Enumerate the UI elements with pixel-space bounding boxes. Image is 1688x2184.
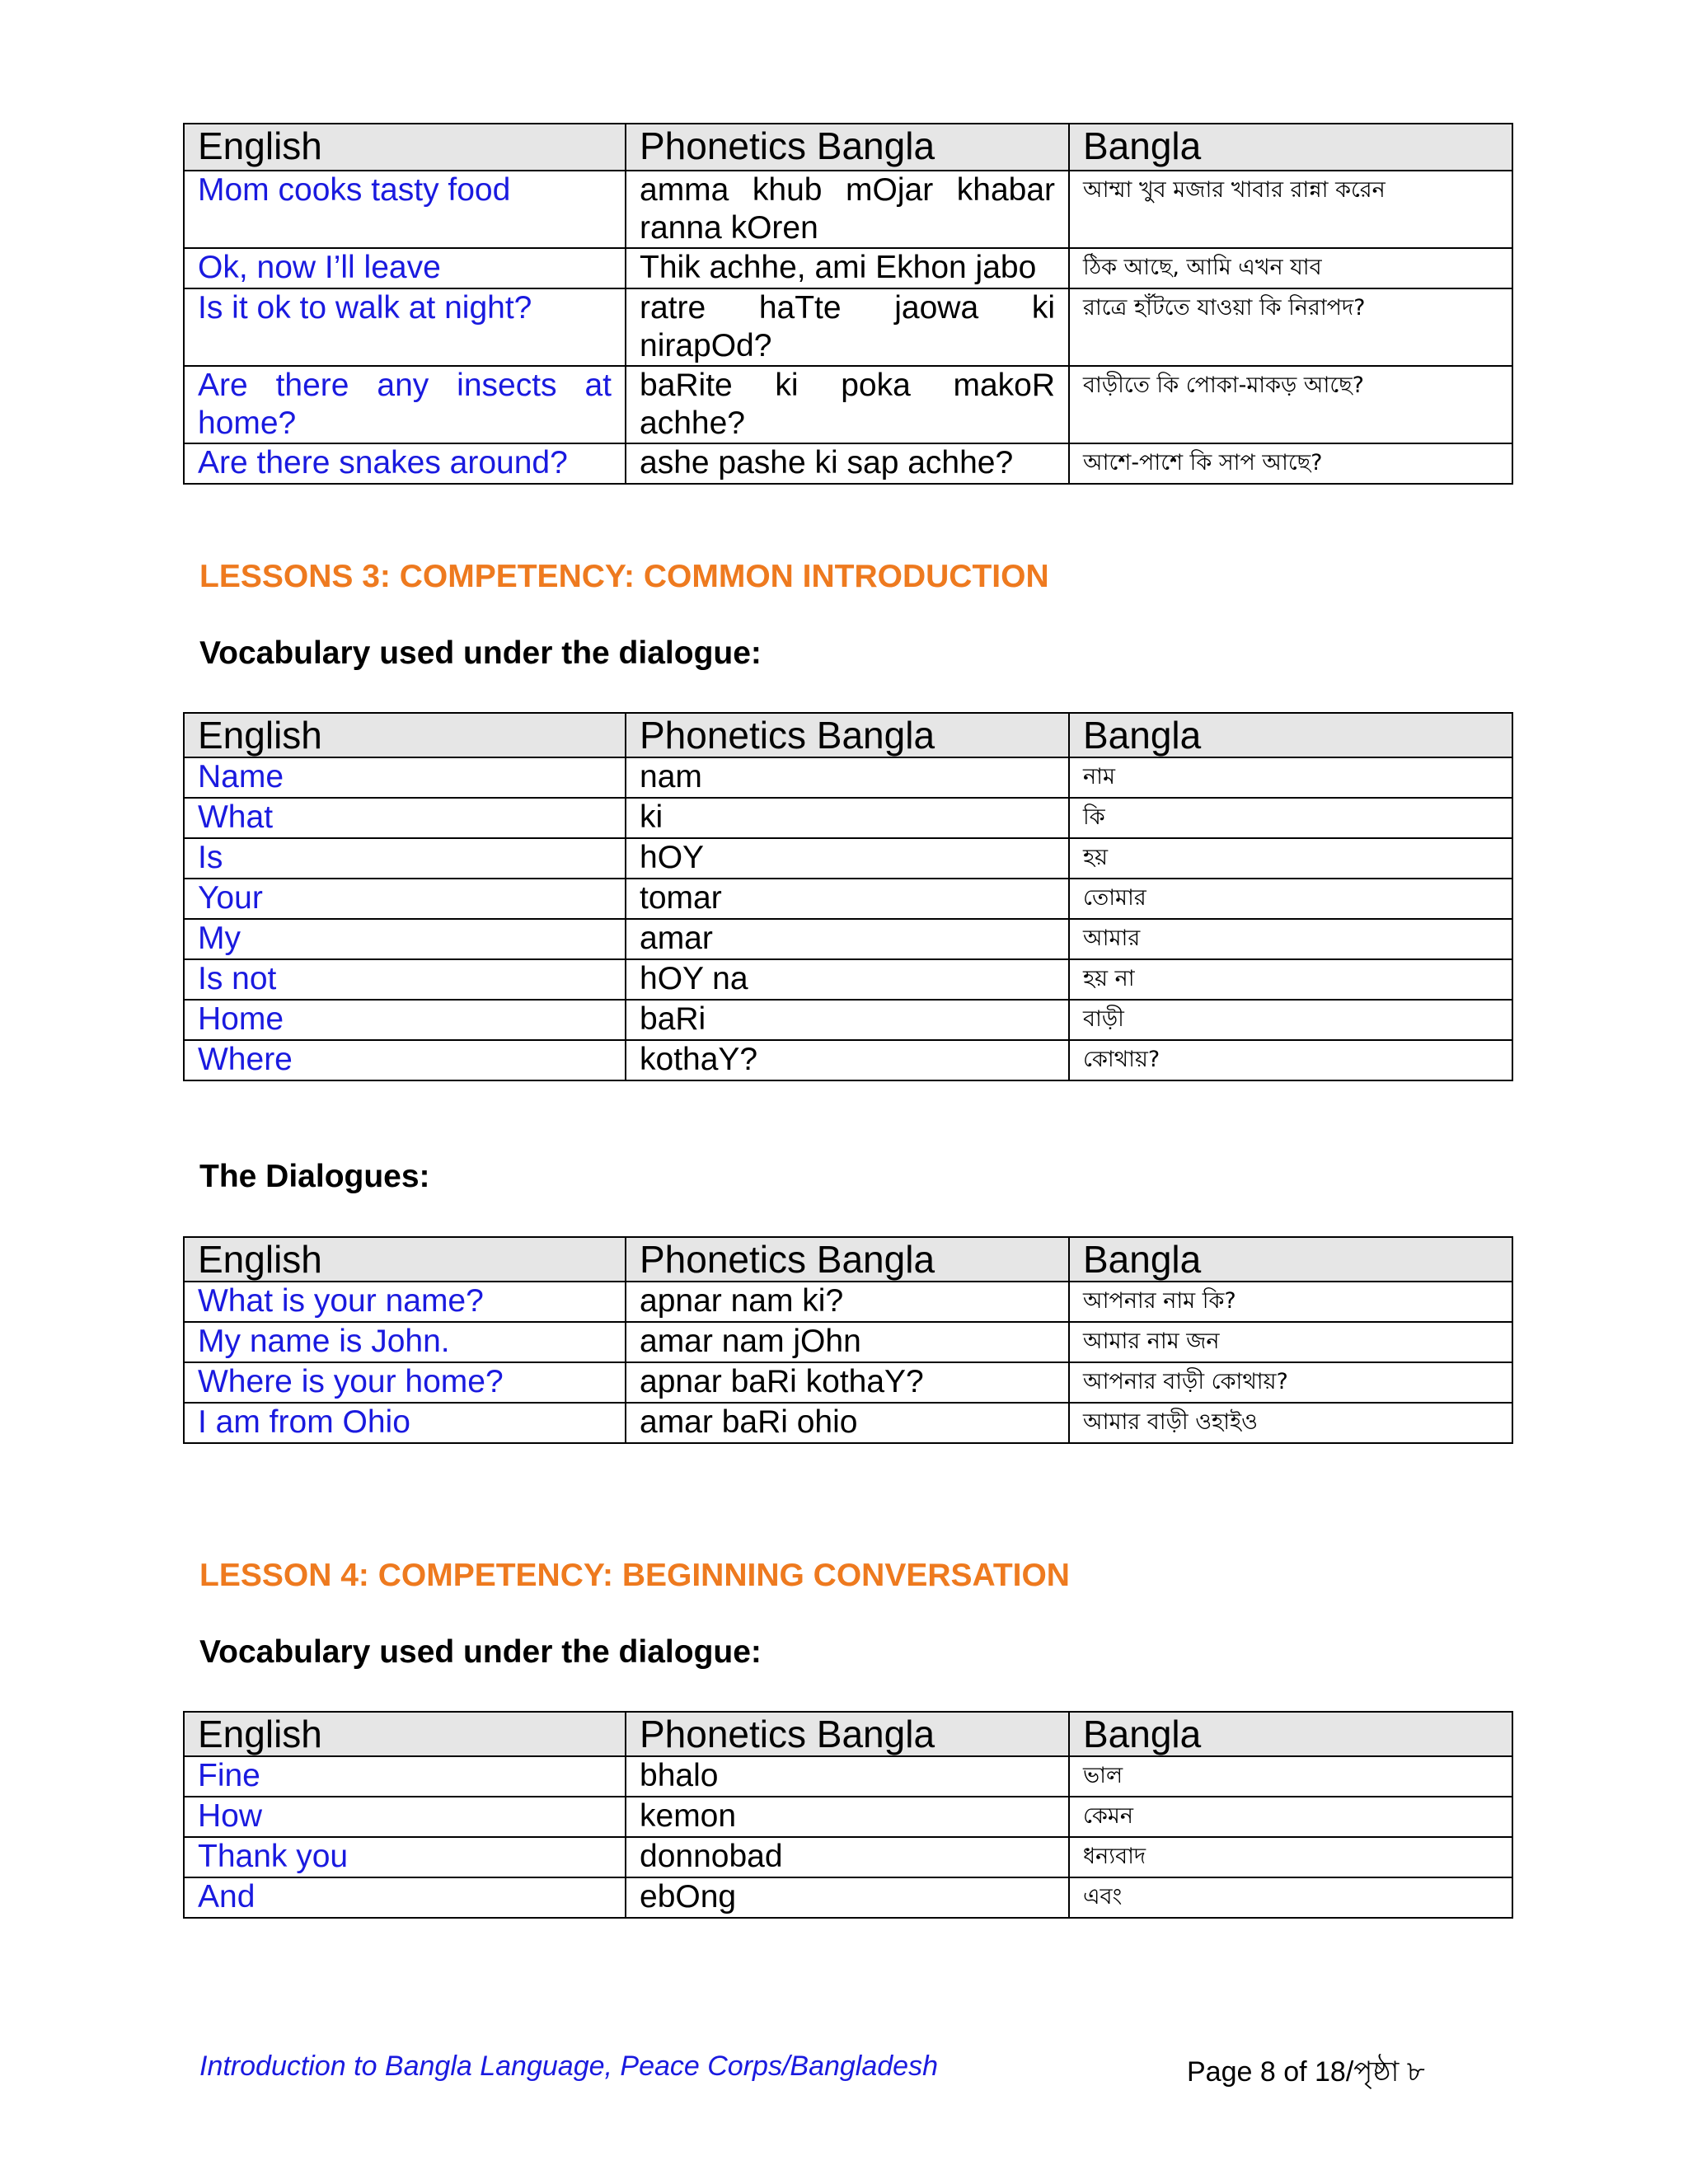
table-row (184, 1797, 1512, 1837)
table-row (184, 1756, 1512, 1797)
table-row (184, 443, 1512, 484)
lesson3-dialogue-label: The Dialogues: (199, 1159, 430, 1194)
footer-title: Introduction to Bangla Language, Peace Corps/Bangladesh (199, 2050, 938, 2082)
cell-phonetics: hOY (626, 838, 1069, 879)
cell-phonetics: amma khub mOjar khabar ranna kOren (626, 171, 1069, 248)
cell-bangla: বাড়ীতে কি পোকা-মাকড় আছে? (1069, 366, 1512, 443)
cell-phonetics: baRi (626, 1000, 1069, 1040)
cell-bangla: কোথায়? (1069, 1040, 1512, 1080)
cell-bangla: এবং (1069, 1877, 1512, 1918)
table-row (184, 171, 1512, 248)
cell-english: Is not (184, 959, 626, 1000)
table-row (184, 288, 1512, 366)
table-row (184, 1877, 1512, 1918)
table-row (184, 879, 1512, 919)
table-row (184, 248, 1512, 288)
cell-phonetics: apnar baRi kothaY? (626, 1362, 1069, 1403)
cell-bangla: ধন্যবাদ (1069, 1837, 1512, 1877)
cell-english: Are there snakes around? (184, 443, 626, 484)
header-english: English (184, 713, 626, 757)
cell-phonetics: ratre haTte jaowa ki nirapOd? (626, 288, 1069, 366)
table-row (184, 757, 1512, 798)
cell-bangla: কি (1069, 798, 1512, 838)
table-row (184, 798, 1512, 838)
lesson4-vocab-label: Vocabulary used under the dialogue: (199, 1634, 762, 1670)
cell-bangla: আশে-পাশে কি সাপ আছে? (1069, 443, 1512, 484)
cell-bangla: আপনার বাড়ী কোথায়? (1069, 1362, 1512, 1403)
cell-english: Your (184, 879, 626, 919)
cell-bangla: আম্মা খুব মজার খাবার রান্না করেন (1069, 171, 1512, 248)
cell-phonetics: amar nam jOhn (626, 1322, 1069, 1362)
cell-english: Home (184, 1000, 626, 1040)
cell-english: Are there any insects at home? (184, 366, 626, 443)
cell-phonetics: nam (626, 757, 1069, 798)
table-row (184, 1040, 1512, 1080)
table-row (184, 838, 1512, 879)
table-header-row (184, 1712, 1512, 1756)
cell-english: Where is your home? (184, 1362, 626, 1403)
phrase-table-continued (183, 123, 1513, 485)
cell-english: Is it ok to walk at night? (184, 288, 626, 366)
cell-phonetics: kemon (626, 1797, 1069, 1837)
header-phonetics: Phonetics Bangla (626, 713, 1069, 757)
cell-phonetics: apnar nam ki? (626, 1282, 1069, 1322)
page-number: Page 8 of 18/পৃষ্ঠা ৮ (1187, 2056, 1425, 2088)
lesson3-vocab-table (183, 712, 1513, 1081)
header-english: English (184, 1237, 626, 1282)
cell-bangla: হয় না (1069, 959, 1512, 1000)
cell-phonetics: kothaY? (626, 1040, 1069, 1080)
cell-bangla: ভাল (1069, 1756, 1512, 1797)
table-row (184, 959, 1512, 1000)
cell-english: Name (184, 757, 626, 798)
header-english: English (184, 124, 626, 171)
cell-english: And (184, 1877, 626, 1918)
cell-phonetics: Thik achhe, ami Ekhon jabo (626, 248, 1069, 288)
cell-bangla: রাত্রে হাঁটতে যাওয়া কি নিরাপদ? (1069, 288, 1512, 366)
cell-phonetics: amar (626, 919, 1069, 959)
table-row (184, 366, 1512, 443)
lesson4-vocab-table (183, 1711, 1513, 1919)
cell-english: Ok, now I’ll leave (184, 248, 626, 288)
cell-english: What (184, 798, 626, 838)
cell-phonetics: ki (626, 798, 1069, 838)
cell-english: I am from Ohio (184, 1403, 626, 1443)
cell-bangla: আমার নাম জন (1069, 1322, 1512, 1362)
cell-english: My (184, 919, 626, 959)
cell-english: Mom cooks tasty food (184, 171, 626, 248)
header-phonetics: Phonetics Bangla (626, 124, 1069, 171)
cell-bangla: ঠিক আছে, আমি এখন যাব (1069, 248, 1512, 288)
table-header-row (184, 1237, 1512, 1282)
cell-english: Is (184, 838, 626, 879)
lesson3-heading: LESSONS 3: COMPETENCY: COMMON INTRODUCTION (199, 559, 1049, 594)
cell-phonetics: amar baRi ohio (626, 1403, 1069, 1443)
cell-bangla: তোমার (1069, 879, 1512, 919)
cell-phonetics: tomar (626, 879, 1069, 919)
cell-english: What is your name? (184, 1282, 626, 1322)
table-row (184, 919, 1512, 959)
header-bangla: Bangla (1069, 713, 1512, 757)
cell-english: Where (184, 1040, 626, 1080)
table-header-row (184, 713, 1512, 757)
cell-bangla: আপনার নাম কি? (1069, 1282, 1512, 1322)
cell-phonetics: baRite ki poka makoR achhe? (626, 366, 1069, 443)
table-row (184, 1322, 1512, 1362)
header-bangla: Bangla (1069, 1237, 1512, 1282)
table-row (184, 1403, 1512, 1443)
cell-bangla: হয় (1069, 838, 1512, 879)
lesson4-heading: LESSON 4: COMPETENCY: BEGINNING CONVERSATION (199, 1558, 1070, 1593)
cell-english: My name is John. (184, 1322, 626, 1362)
cell-english: How (184, 1797, 626, 1837)
cell-bangla: আমার (1069, 919, 1512, 959)
table-row (184, 1282, 1512, 1322)
table-row (184, 1000, 1512, 1040)
cell-bangla: বাড়ী (1069, 1000, 1512, 1040)
header-bangla: Bangla (1069, 1712, 1512, 1756)
table-row (184, 1837, 1512, 1877)
header-bangla: Bangla (1069, 124, 1512, 171)
cell-phonetics: ashe pashe ki sap achhe? (626, 443, 1069, 484)
header-phonetics: Phonetics Bangla (626, 1237, 1069, 1282)
table-header-row (184, 124, 1512, 171)
cell-bangla: কেমন (1069, 1797, 1512, 1837)
cell-phonetics: bhalo (626, 1756, 1069, 1797)
table-row (184, 1362, 1512, 1403)
cell-english: Fine (184, 1756, 626, 1797)
cell-bangla: নাম (1069, 757, 1512, 798)
cell-phonetics: donnobad (626, 1837, 1069, 1877)
cell-bangla: আমার বাড়ী ওহাইও (1069, 1403, 1512, 1443)
cell-phonetics: hOY na (626, 959, 1069, 1000)
header-english: English (184, 1712, 626, 1756)
cell-english: Thank you (184, 1837, 626, 1877)
lesson3-dialogue-table (183, 1236, 1513, 1444)
cell-phonetics: ebOng (626, 1877, 1069, 1918)
header-phonetics: Phonetics Bangla (626, 1712, 1069, 1756)
lesson3-vocab-label: Vocabulary used under the dialogue: (199, 635, 762, 671)
